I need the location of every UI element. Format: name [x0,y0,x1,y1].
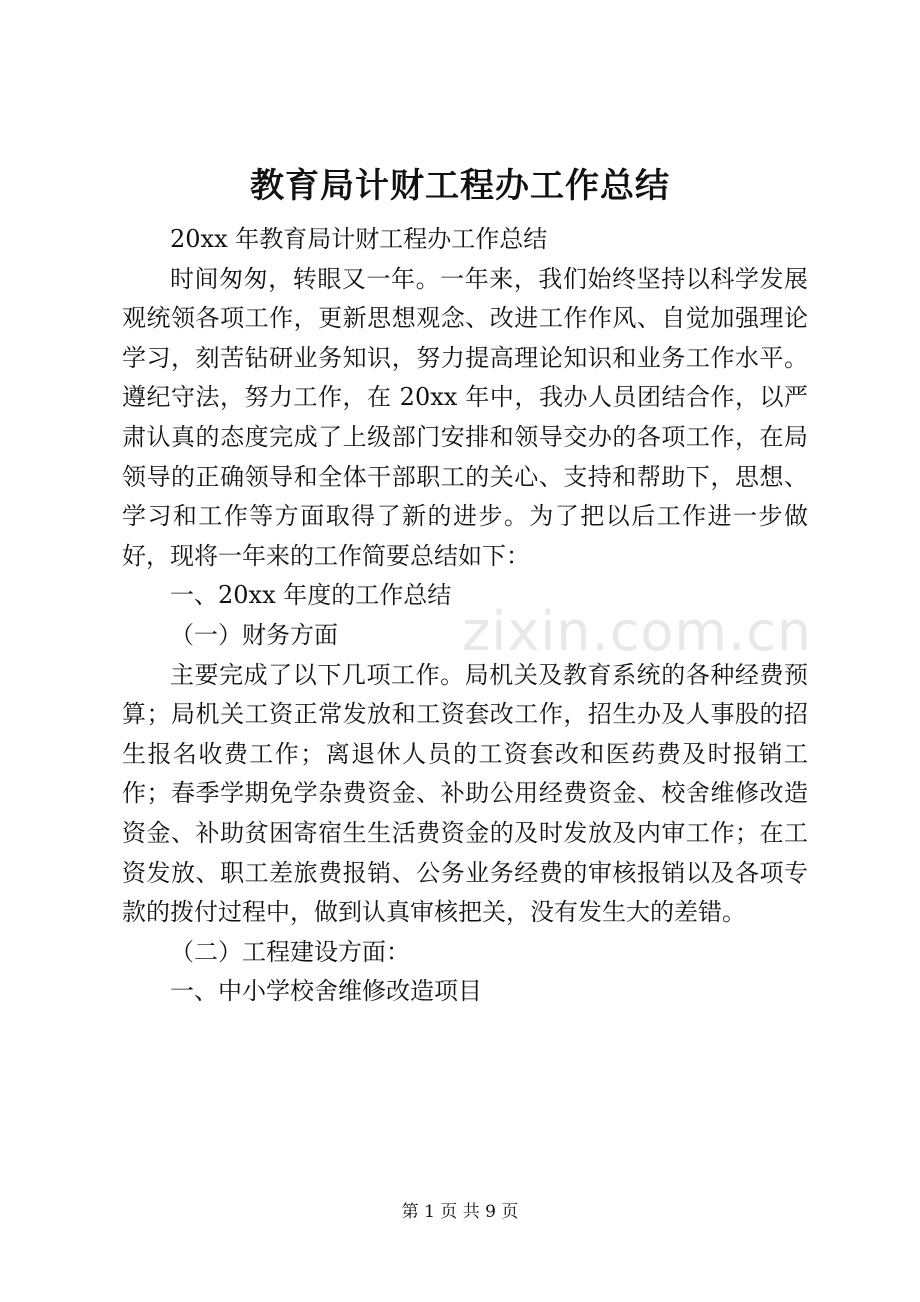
paragraph-intro: 时间匆匆，转眼又一年。一年来，我们始终坚持以科学发展观统领各项工作，更新思想观念、改进工作作风、自觉加强理论学习，刻苦钻研业务知识，努力提高理论知识和业务工作水平。遵纪守法，努力工作，在 20xx 年中，我办人员团结合作，以严肃认真的态度完成了上级部门安排和领导交办的各项工作，在局领导的正确领导和全体干部职工的关心、支持和帮助下，思想、学习和工作等方面取得了新的进步。为了把以后工作进一步做好，现将一年来的工作简要总结如下： [122,264,808,570]
section-heading-annual-summary: 一、20xx 年度的工作总结 [170,581,452,610]
subsection-heading-construction: （二）工程建设方面： [170,937,410,966]
document-body [122,220,808,1012]
paragraph-subtitle: 20xx 年教育局计财工程办工作总结 [170,225,548,253]
watermark: zixin.com.cn [462,600,813,663]
subsection-heading-finance: （一）财务方面 [170,620,338,649]
list-item-school-renovation: 一、中小学校舍维修改造项目 [170,977,482,1006]
document-title: 教育局计财工程办工作总结 [250,166,670,206]
paragraph-finance: 主要完成了以下几项工作。局机关及教育系统的各种经费预算；局机关工资正常发放和工资套改工作，招生办及人事股的招生报名收费工作；离退休人员的工资套改和医药费及时报销工作；春季学期免学杂费资金、补助公用经费资金、校舍维修改造资金、补助贫困寄宿生生活费资金的及时发放及内审工作；在工资发放、职工差旅费报销、公务业务经费的审核报销以及各项专款的拨付过程中，做到认真审核把关，没有发生大的差错。 [122,660,808,927]
page-footer: 第 1 页 共 9 页 [401,1202,519,1222]
